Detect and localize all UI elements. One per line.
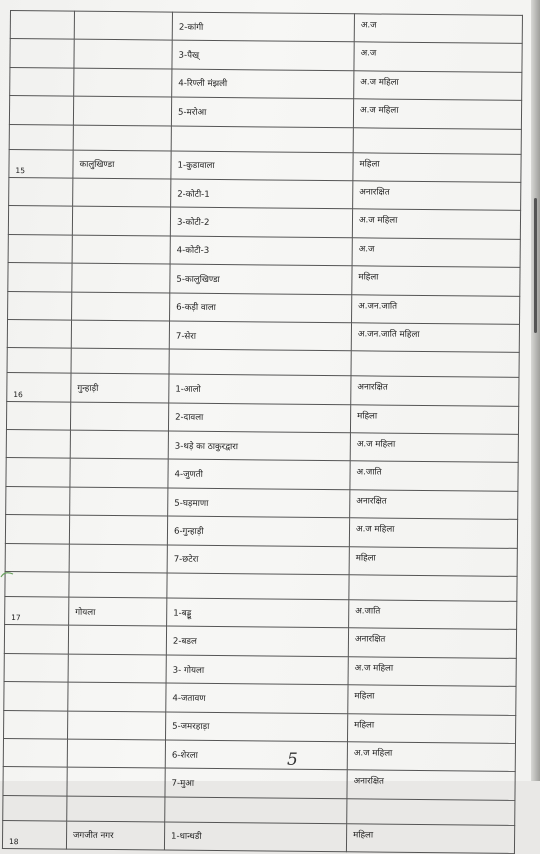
village-name: 3-पैख् (172, 40, 354, 70)
reservation-category: महिला (347, 713, 515, 743)
block-name: जगजीत नगर (66, 821, 164, 850)
reservation-category: अ.ज महिला (347, 742, 515, 772)
row-number (10, 39, 74, 68)
village-name: 5-कालुखिण्डा (170, 264, 352, 294)
reservation-category: अ.ज (354, 42, 522, 72)
row-number (6, 430, 70, 459)
row-number (8, 206, 72, 235)
reservation-category: अ.ज महिला (350, 433, 518, 463)
reservation-category (347, 799, 515, 826)
row-number (3, 795, 67, 821)
row-number: 18 (2, 820, 66, 849)
reservation-category: महिला (350, 404, 518, 434)
block-name (72, 292, 170, 321)
block-name (73, 178, 171, 207)
reservation-category: अ.ज महिला (353, 99, 521, 129)
village-name: 4-जुणती (168, 460, 350, 490)
row-number (4, 653, 68, 682)
village-name: 3-कोटी-2 (170, 207, 352, 237)
row-number (9, 177, 73, 206)
row-number (5, 515, 69, 544)
reservation-category: अनारक्षित (348, 628, 516, 658)
block-name (70, 402, 168, 431)
row-number (5, 543, 69, 572)
row-number: 16 (7, 373, 71, 402)
village-name: 2-दावला (168, 403, 350, 433)
row-number (10, 11, 74, 40)
row-number (9, 96, 73, 125)
reservation-category: अ.ज महिला (352, 209, 520, 239)
block-name (68, 626, 166, 655)
row-number (7, 348, 71, 374)
block-name (73, 96, 171, 125)
row-number (8, 263, 72, 292)
block-name (68, 654, 166, 683)
reservation-category: अ.ज महिला (349, 518, 517, 548)
block-name (71, 348, 169, 374)
page-number: 5 (287, 750, 298, 770)
reservation-category (349, 575, 517, 602)
row-number (6, 458, 70, 487)
village-name: 1-कुडावाला (171, 151, 353, 181)
reservation-category: अ.ज (354, 14, 522, 44)
reservation-category (353, 127, 521, 154)
reservation-category: महिला (353, 152, 521, 182)
village-name (165, 797, 347, 824)
village-name (169, 349, 351, 376)
block-name (70, 459, 168, 488)
row-number (8, 234, 72, 263)
village-name: 6-शेरला (165, 740, 347, 770)
reservation-category: अनारक्षित (350, 490, 518, 520)
row-number (4, 682, 68, 711)
row-number (3, 767, 67, 796)
row-number (4, 710, 68, 739)
row-number (6, 486, 70, 515)
village-name: 4-कोटी-3 (170, 236, 352, 266)
row-number (3, 738, 67, 767)
village-name: 4-रिण्ली मंझली (172, 69, 354, 99)
pen-mark (0, 571, 14, 579)
row-number (10, 67, 74, 96)
village-name: 1-आलो (169, 374, 351, 404)
block-name (74, 40, 172, 69)
block-name (69, 572, 167, 598)
block-name (68, 682, 166, 711)
block-name (69, 544, 167, 573)
block-name: गुन्हाड़ी (71, 373, 169, 402)
block-name (67, 796, 165, 822)
block-name (74, 11, 172, 40)
block-name (68, 711, 166, 740)
village-name: 5-घड़माणा (168, 488, 350, 518)
reservation-category: अनारक्षित (351, 376, 519, 406)
block-name (71, 320, 169, 349)
table-body (2, 11, 522, 854)
village-name: 7-मुआ (165, 768, 347, 798)
page-edge-shadow (531, 0, 540, 781)
reservation-category (351, 351, 519, 378)
block-name (69, 515, 167, 544)
row-number: 15 (9, 149, 73, 178)
village-name: 4-जतावण (166, 683, 348, 713)
row-number (6, 401, 70, 430)
block-name (72, 206, 170, 235)
village-name: 3- गोयला (166, 655, 348, 685)
village-name: 1-धान्धडी (164, 822, 346, 852)
village-name: 2-कांगी (172, 12, 354, 42)
block-name (72, 235, 170, 264)
village-name: 5-मरोआ (171, 97, 353, 127)
row-number (5, 572, 69, 598)
village-name: 1-बड्डू (167, 598, 349, 628)
row-number (9, 124, 73, 150)
row-number (8, 291, 72, 320)
reservation-table (2, 10, 523, 854)
block-name (70, 487, 168, 516)
reservation-category: अ.जन.जाति (352, 294, 520, 324)
reservation-category: अ.ज महिला (348, 657, 516, 687)
village-name: 2-कोटी-1 (171, 179, 353, 209)
village-name: 2-बडल (166, 626, 348, 656)
reservation-category: महिला (348, 685, 516, 715)
village-name: 7-छटेरा (167, 545, 349, 575)
reservation-category: अनारक्षित (347, 770, 515, 800)
reservation-category: अनारक्षित (353, 181, 521, 211)
block-name: कालुखिण्डा (73, 150, 171, 179)
block-name (67, 767, 165, 796)
block-name (72, 263, 170, 292)
scroll-indicator[interactable] (534, 198, 537, 333)
village-name: 5-जमरहाड़ा (165, 712, 347, 742)
reservation-category: अ.जाति (350, 461, 518, 491)
village-name (171, 126, 353, 153)
reservation-category: महिला (346, 824, 514, 854)
village-name (167, 573, 349, 600)
reservation-category: महिला (352, 266, 520, 296)
block-name (73, 125, 171, 151)
village-name: 6-कड़ी वाला (170, 293, 352, 323)
village-name: 6-गुन्हाड़ी (167, 516, 349, 546)
block-name: गोयला (69, 597, 167, 626)
reservation-category: अ.ज महिला (354, 71, 522, 101)
block-name (67, 739, 165, 768)
reservation-category: अ.जन.जाति महिला (351, 323, 519, 353)
reservation-category: अ.ज (352, 238, 520, 268)
village-name: 7-सेरा (169, 321, 351, 351)
reservation-category: अ.जाति (349, 600, 517, 630)
block-name (74, 68, 172, 97)
village-name: 3-थड़े का ठाकुरद्वारा (168, 431, 350, 461)
row-number (7, 319, 71, 348)
reservation-category: महिला (349, 546, 517, 576)
block-name (70, 430, 168, 459)
row-number (4, 625, 68, 654)
row-number: 17 (5, 597, 69, 626)
table-row (2, 820, 514, 853)
